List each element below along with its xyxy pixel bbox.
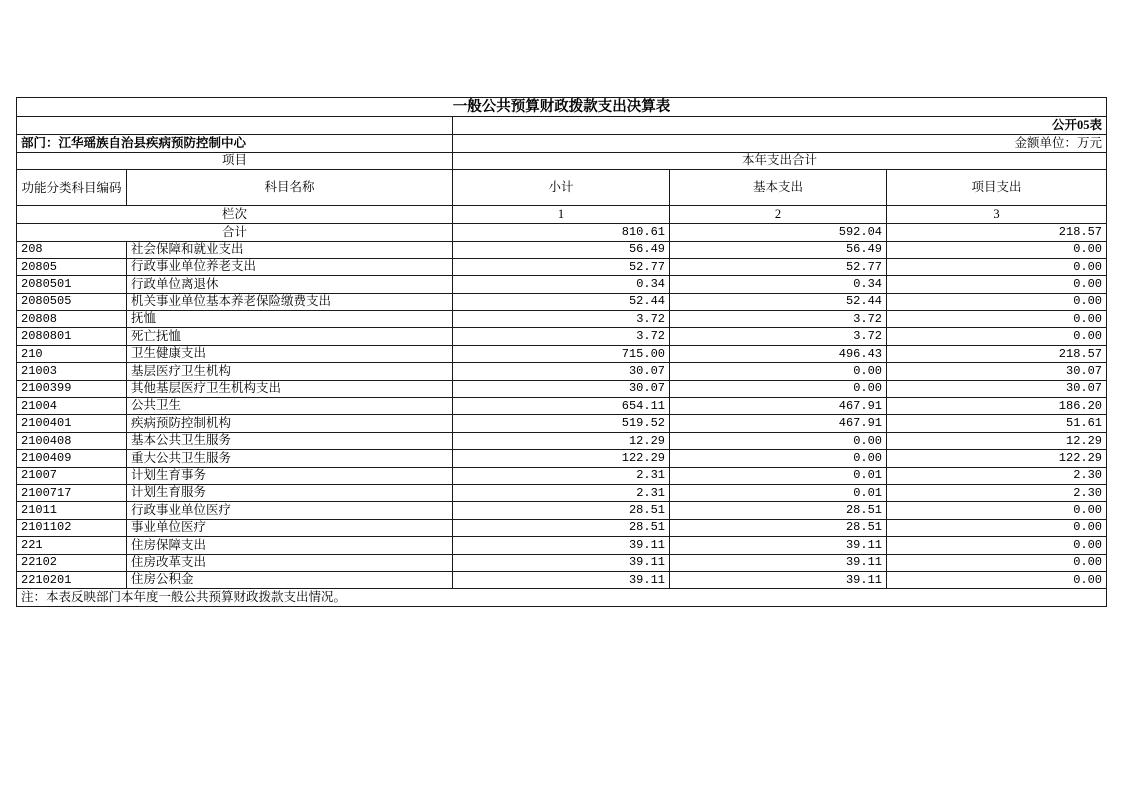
footer-rows <box>17 589 1107 607</box>
subject-name-cell: 疾病预防控制机构 <box>127 415 453 432</box>
data-rows <box>17 241 1107 589</box>
table-row <box>17 345 1107 362</box>
subtotal-cell: 2.31 <box>453 484 670 501</box>
function-code-cell: 2101102 <box>17 519 127 536</box>
basic-expense-cell: 0.00 <box>670 363 887 380</box>
subtotal-cell: 52.44 <box>453 293 670 310</box>
function-code-cell: 2100408 <box>17 432 127 449</box>
table-row <box>17 450 1107 467</box>
subject-name-cell: 死亡抚恤 <box>127 328 453 345</box>
subtotal-cell: 52.77 <box>453 258 670 275</box>
subject-name-cell: 重大公共卫生服务 <box>127 450 453 467</box>
page-title: 一般公共预算财政拨款支出决算表 <box>17 98 1107 117</box>
function-code-cell: 221 <box>17 537 127 554</box>
sheet-label: 公开05表 <box>453 117 1107 135</box>
table-row <box>17 502 1107 519</box>
budget-table <box>16 97 1107 607</box>
project-expense-cell: 0.00 <box>887 258 1107 275</box>
column-index-row <box>17 206 1107 224</box>
project-expense-cell: 0.00 <box>887 311 1107 328</box>
table-row <box>17 258 1107 275</box>
basic-expense-cell: 39.11 <box>670 554 887 571</box>
subject-name-cell: 计划生育事务 <box>127 467 453 484</box>
basic-expense-cell: 56.49 <box>670 241 887 258</box>
subtotal-cell: 122.29 <box>453 450 670 467</box>
table-row <box>17 537 1107 554</box>
total-basic-expense: 592.04 <box>670 224 887 241</box>
project-expense-cell: 0.00 <box>887 328 1107 345</box>
basic-expense-cell: 0.00 <box>670 432 887 449</box>
function-code-cell: 2080501 <box>17 276 127 293</box>
spacer-cell <box>17 117 453 135</box>
subtotal-cell: 56.49 <box>453 241 670 258</box>
table-row <box>17 363 1107 380</box>
table-row <box>17 432 1107 449</box>
column-index-3: 3 <box>887 206 1107 224</box>
basic-expense-cell: 28.51 <box>670 502 887 519</box>
function-code-cell: 22102 <box>17 554 127 571</box>
header-year-total: 本年支出合计 <box>453 153 1107 170</box>
function-code-cell: 2100409 <box>17 450 127 467</box>
project-expense-cell: 51.61 <box>887 415 1107 432</box>
table-row <box>17 328 1107 345</box>
subtotal-cell: 654.11 <box>453 398 670 415</box>
basic-expense-cell: 39.11 <box>670 537 887 554</box>
subtotal-cell: 519.52 <box>453 415 670 432</box>
header-subject-name: 科目名称 <box>127 170 453 206</box>
header-basic-expense: 基本支出 <box>670 170 887 206</box>
basic-expense-cell: 496.43 <box>670 345 887 362</box>
table-row <box>17 380 1107 397</box>
basic-expense-cell: 0.01 <box>670 484 887 501</box>
subtotal-cell: 28.51 <box>453 519 670 536</box>
table-note: 注：本表反映部门本年度一般公共预算财政拨款支出情况。 <box>17 589 1107 607</box>
subject-name-cell: 基层医疗卫生机构 <box>127 363 453 380</box>
function-code-cell: 210 <box>17 345 127 362</box>
department-row <box>17 135 1107 153</box>
project-expense-cell: 0.00 <box>887 537 1107 554</box>
table-row <box>17 415 1107 432</box>
project-expense-cell: 122.29 <box>887 450 1107 467</box>
header-function-code: 功能分类科目编码 <box>17 170 127 206</box>
subtotal-cell: 0.34 <box>453 276 670 293</box>
function-code-cell: 2080505 <box>17 293 127 310</box>
subtotal-cell: 12.29 <box>453 432 670 449</box>
project-expense-cell: 0.00 <box>887 293 1107 310</box>
function-code-cell: 21007 <box>17 467 127 484</box>
project-expense-cell: 186.20 <box>887 398 1107 415</box>
header-row-label: 栏次 <box>17 206 453 224</box>
column-index-1: 1 <box>453 206 670 224</box>
subject-name-cell: 计划生育服务 <box>127 484 453 501</box>
subtotal-cell: 30.07 <box>453 363 670 380</box>
table-row <box>17 311 1107 328</box>
subject-name-cell: 其他基层医疗卫生机构支出 <box>127 380 453 397</box>
subtotal-cell: 28.51 <box>453 502 670 519</box>
project-expense-cell: 30.07 <box>887 363 1107 380</box>
function-code-cell: 21004 <box>17 398 127 415</box>
title-row <box>17 98 1107 117</box>
project-expense-cell: 12.29 <box>887 432 1107 449</box>
basic-expense-cell: 39.11 <box>670 571 887 588</box>
subtotal-cell: 2.31 <box>453 467 670 484</box>
project-expense-cell: 2.30 <box>887 484 1107 501</box>
subtotal-cell: 39.11 <box>453 571 670 588</box>
table-row <box>17 467 1107 484</box>
subject-name-cell: 住房保障支出 <box>127 537 453 554</box>
subject-name-cell: 基本公共卫生服务 <box>127 432 453 449</box>
sheet-label-row <box>17 117 1107 135</box>
subject-name-cell: 卫生健康支出 <box>127 345 453 362</box>
total-row <box>17 224 1107 241</box>
basic-expense-cell: 0.00 <box>670 450 887 467</box>
basic-expense-cell: 0.00 <box>670 380 887 397</box>
table-row <box>17 398 1107 415</box>
subtotal-cell: 39.11 <box>453 554 670 571</box>
table-row <box>17 554 1107 571</box>
subject-name-cell: 住房改革支出 <box>127 554 453 571</box>
project-expense-cell: 0.00 <box>887 571 1107 588</box>
function-code-cell: 2100401 <box>17 415 127 432</box>
basic-expense-cell: 3.72 <box>670 328 887 345</box>
basic-expense-cell: 467.91 <box>670 415 887 432</box>
subject-name-cell: 行政事业单位养老支出 <box>127 258 453 275</box>
basic-expense-cell: 0.01 <box>670 467 887 484</box>
table-row <box>17 519 1107 536</box>
table-row <box>17 241 1107 258</box>
subject-name-cell: 机关事业单位基本养老保险缴费支出 <box>127 293 453 310</box>
table-row <box>17 571 1107 588</box>
function-code-cell: 20808 <box>17 311 127 328</box>
basic-expense-cell: 3.72 <box>670 311 887 328</box>
function-code-cell: 21003 <box>17 363 127 380</box>
total-project-expense: 218.57 <box>887 224 1107 241</box>
basic-expense-cell: 52.44 <box>670 293 887 310</box>
project-expense-cell: 2.30 <box>887 467 1107 484</box>
function-code-cell: 2210201 <box>17 571 127 588</box>
function-code-cell: 2100717 <box>17 484 127 501</box>
subtotal-cell: 39.11 <box>453 537 670 554</box>
subject-name-cell: 抚恤 <box>127 311 453 328</box>
header-subtotal: 小计 <box>453 170 670 206</box>
total-label: 合计 <box>17 224 453 241</box>
project-expense-cell: 0.00 <box>887 241 1107 258</box>
function-code-cell: 20805 <box>17 258 127 275</box>
department-label: 部门：江华瑶族自治县疾病预防控制中心 <box>17 135 453 153</box>
function-code-cell: 2100399 <box>17 380 127 397</box>
basic-expense-cell: 28.51 <box>670 519 887 536</box>
header-project-expense: 项目支出 <box>887 170 1107 206</box>
subject-name-cell: 社会保障和就业支出 <box>127 241 453 258</box>
total-subtotal: 810.61 <box>453 224 670 241</box>
subtotal-cell: 3.72 <box>453 311 670 328</box>
table-row <box>17 293 1107 310</box>
basic-expense-cell: 0.34 <box>670 276 887 293</box>
project-expense-cell: 0.00 <box>887 276 1107 293</box>
subject-name-cell: 行政事业单位医疗 <box>127 502 453 519</box>
subject-name-cell: 行政单位离退休 <box>127 276 453 293</box>
header-columns-row <box>17 170 1107 206</box>
column-index-2: 2 <box>670 206 887 224</box>
basic-expense-cell: 467.91 <box>670 398 887 415</box>
header-group-row <box>17 153 1107 170</box>
subtotal-cell: 30.07 <box>453 380 670 397</box>
subtotal-cell: 3.72 <box>453 328 670 345</box>
project-expense-cell: 0.00 <box>887 554 1107 571</box>
subtotal-cell: 715.00 <box>453 345 670 362</box>
subject-name-cell: 住房公积金 <box>127 571 453 588</box>
subject-name-cell: 事业单位医疗 <box>127 519 453 536</box>
project-expense-cell: 0.00 <box>887 502 1107 519</box>
note-row <box>17 589 1107 607</box>
project-expense-cell: 0.00 <box>887 519 1107 536</box>
table-row <box>17 484 1107 501</box>
function-code-cell: 2080801 <box>17 328 127 345</box>
function-code-cell: 21011 <box>17 502 127 519</box>
subject-name-cell: 公共卫生 <box>127 398 453 415</box>
table-row <box>17 276 1107 293</box>
unit-label: 金额单位：万元 <box>453 135 1107 153</box>
function-code-cell: 208 <box>17 241 127 258</box>
project-expense-cell: 30.07 <box>887 380 1107 397</box>
project-expense-cell: 218.57 <box>887 345 1107 362</box>
header-project: 项目 <box>17 153 453 170</box>
basic-expense-cell: 52.77 <box>670 258 887 275</box>
header-rows <box>17 98 1107 242</box>
